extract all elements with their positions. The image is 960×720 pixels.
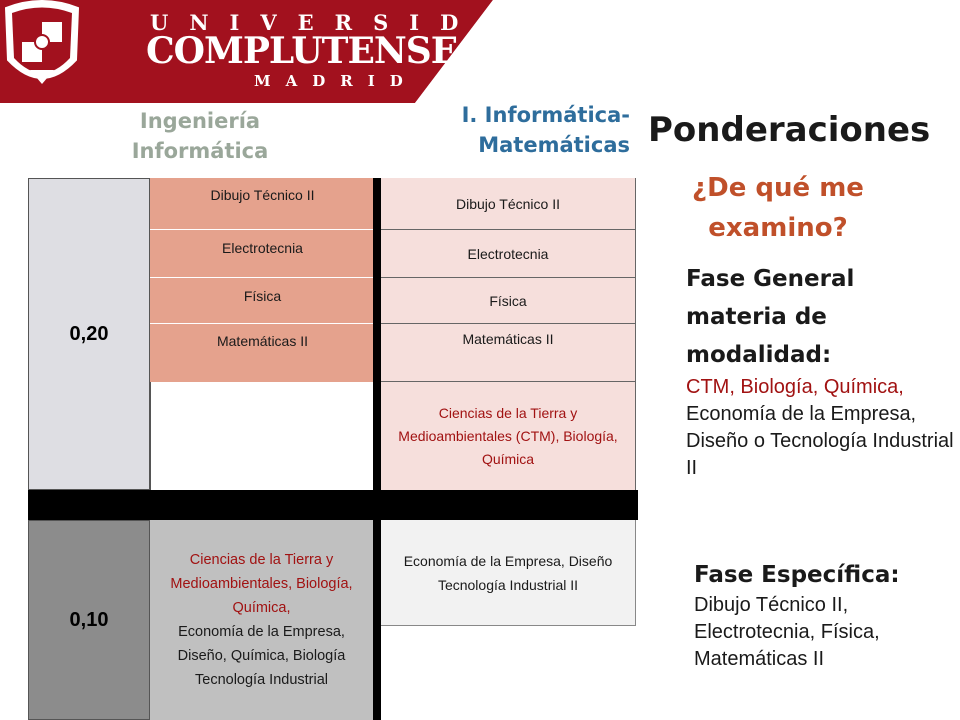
fase-general-block: [686, 260, 956, 482]
col1-row2: [150, 230, 375, 278]
col2-low-text: Economía de la Empresa, Diseño Tecnología Industrial II: [403, 552, 613, 593]
col2-row3: [381, 278, 636, 324]
page-title: Ponderaciones: [648, 110, 931, 150]
col2-row4: [381, 324, 636, 382]
column-heading-ingenieria-line2: Informática: [131, 139, 269, 163]
col2-row5: [381, 382, 636, 490]
header-banner: [0, 0, 960, 103]
col1-row2-text: Electrotecnia: [222, 240, 303, 256]
col2-row5-text: Ciencias de la Tierra y Medioambientales (CTM), Biología, Química: [398, 404, 618, 467]
col1-row3-text: Física: [243, 288, 282, 304]
university-name-top: UNIVERSIDAD: [150, 10, 556, 35]
col1-low-red-text: Ciencias de la Tierra y Medioambientales, Biología, Química,: [170, 552, 353, 616]
col1-row1: [150, 178, 375, 230]
col1-row1-text: Dibujo Técnico II: [210, 187, 315, 203]
university-seal-icon: [0, 0, 84, 92]
weight-low-cell: [28, 520, 150, 720]
fase-general-other-subjects: Economía de la Empresa, Diseño o Tecnología Industrial II: [686, 403, 954, 479]
col1-low: [150, 520, 373, 720]
column-divider: [373, 178, 381, 720]
col1-row4: [150, 324, 375, 382]
col2-low: [381, 520, 636, 626]
col2-row3-text: Física: [489, 292, 527, 309]
column-heading-matematicas-line2: Matemáticas: [478, 133, 630, 157]
university-name-main: COMPLUTENSE: [146, 30, 458, 72]
col2-row1-text: Dibujo Técnico II: [455, 195, 560, 212]
fase-especifica-block: [694, 558, 960, 673]
column-heading-matematicas: [420, 100, 630, 160]
col1-row3: [150, 278, 375, 324]
weight-high-value: 0,20: [69, 322, 109, 345]
column-heading-ingenieria-line1: Ingeniería: [139, 109, 261, 133]
column-heading-ingenieria: [110, 106, 290, 166]
page-subtitle: ¿De qué me examino?: [692, 173, 864, 243]
fase-general-heading: Fase General materia de modalidad:: [686, 266, 855, 368]
col1-low-black-text: Economía de la Empresa, Diseño, Química, Biología Tecnología Industrial: [177, 624, 346, 688]
col2-row1: [381, 178, 636, 230]
col2-row2: [381, 230, 636, 278]
fase-general-text: [686, 374, 956, 482]
weight-low-value: 0,10: [69, 608, 109, 631]
fase-especifica-text: Dibujo Técnico II, Electrotecnia, Física, Matemáticas II: [694, 594, 880, 670]
row-divider: [28, 490, 638, 520]
fase-general-red-subjects: CTM, Biología, Química,: [686, 376, 904, 398]
col2-row4-text: Matemáticas II: [462, 331, 554, 347]
fase-especifica-heading: Fase Específica:: [694, 562, 900, 588]
weight-high-cell: [28, 178, 150, 490]
col2-row2-text: Electrotecnia: [467, 245, 549, 262]
column-heading-matematicas-line1: I. Informática-: [461, 103, 630, 127]
col1-row4-text: Matemáticas II: [216, 333, 309, 349]
col1-row5-empty: [150, 382, 375, 490]
university-city: MADRID: [254, 72, 418, 90]
